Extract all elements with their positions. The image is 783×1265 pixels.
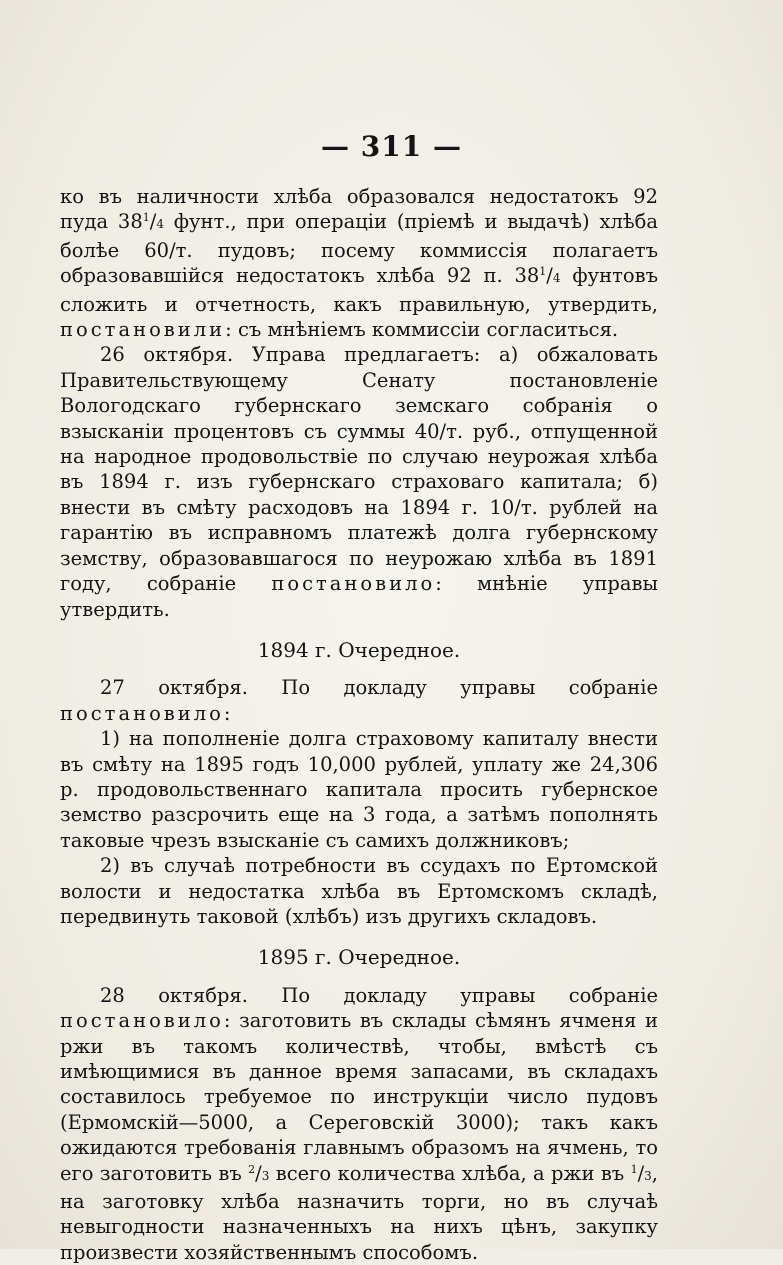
page-body <box>60 184 658 1265</box>
paragraph-october-28: 28 октября. По докладу управы собраніе постановило: заготовить въ склады сѣмянъ ячменя и ржи въ такомъ количествѣ, чтобы, вмѣстѣ съ имѣющимися въ данное время запасами, въ складахъ составилось требуемое по инструкціи число пудовъ (Ермомскій—5000, а Сереговскій 3000); такъ какъ ожидаются требованія главнымъ образомъ на ячмень, то его заготовить въ $^2$/3 всего количества хлѣба, а ржи въ $^1$/3, на заготовку хлѣба назначить торги, но въ случаѣ невыгодности назначенныхъ на нихъ цѣнъ, закупку произвести хозяйственнымъ способомъ. <box>60 983 658 1264</box>
paragraph-item-1: 1) на пополненіе долга страховому капиталу внести въ смѣту на 1895 годъ 10,000 рублей, уплату же 24,306 р. продовольственнаго капитала просить губернское земство разсрочить еще на 3 года, а затѣмъ пополнять таковые чрезъ взысканіе съ самихъ должниковъ; <box>60 727 658 852</box>
page-number: — 311 — <box>321 130 462 163</box>
paragraph-october-27: 27 октября. По докладу управы собраніе постановило: <box>60 676 658 725</box>
section-heading-1895: 1895 г. Очередное. <box>257 945 461 970</box>
paragraph-commission-report: ко въ наличности хлѣба образовался недостатокъ 92 пуда $38^1/4$ фунт., при операціи (пріемѣ и выдачѣ) хлѣба болѣе 60/т. пудовъ; посему коммиссія полагаетъ образовавшійся недостатокъ хлѣба 92 п. $38^1/4$ фунтовъ сложить и отчетность, какъ правильную, утвердить, постановили: съ мнѣніемъ коммиссіи согласиться. <box>60 185 658 342</box>
paragraph-october-26: 26 октября. Управа предлагаетъ: а) обжаловать Правительствующему Сенату постановленіе Вологодскаго губернскаго земскаго собранія о взысканіи процентовъ съ суммы 40/т. руб., отпущенной на народное продовольствіе по случаю неурожая хлѣба въ 1894 г. изъ губернскаго страховаго капитала; б) внести въ смѣту расходовъ на 1894 г. 10/т. рублей на гарантію въ исправномъ платежѣ долга губернскому земству, образовавшагося по неурожаю хлѣба въ 1891 году, собраніе постановило: мнѣніе управы утвердить. <box>60 343 658 621</box>
section-heading-1894: 1894 г. Очередное. <box>257 637 461 662</box>
paragraph-item-2: 2) въ случаѣ потребности въ ссудахъ по Ертомской волости и недостатка хлѣба въ Ертомскомъ складѣ, передвинуть таковой (хлѣбъ) изъ другихъ складовъ. <box>60 854 658 928</box>
